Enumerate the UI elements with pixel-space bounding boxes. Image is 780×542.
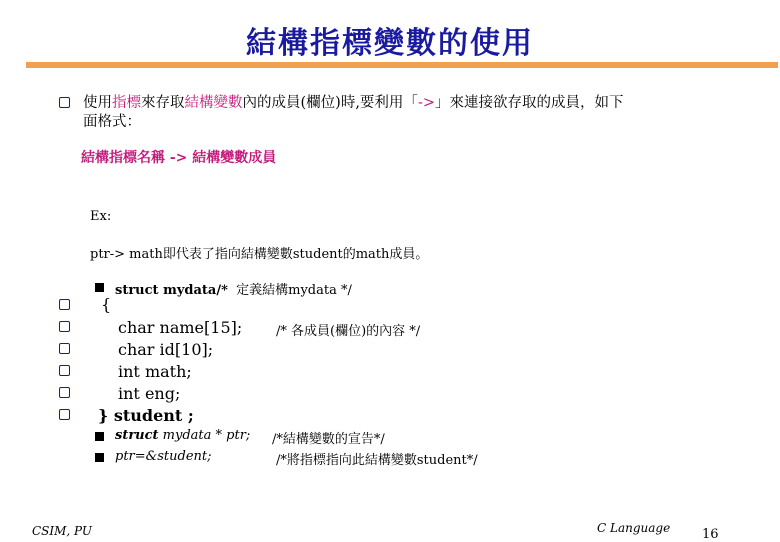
square-outline-bullet-icon [59,299,70,310]
square-outline-bullet-icon [59,343,70,354]
code-keyword: struct [115,428,159,443]
square-outline-bullet-icon [59,409,70,420]
square-outline-bullet-icon [59,387,70,398]
square-outline-bullet-icon [59,321,70,332]
code-line-name: char name[15]; [118,318,243,337]
footer-left: CSIM, PU [32,524,93,538]
code-comment: 定義結構mydata */ [236,283,352,298]
code-line-ptr-assign: ptr=&student; [115,449,212,464]
example-label: Ex: [90,209,112,224]
code-brace-open: { [101,295,112,314]
square-outline-bullet-icon [59,97,70,108]
square-filled-bullet-icon [95,453,104,462]
code-line-brace-close: } student ; [98,406,194,425]
intro-line-2: 面格式： [83,114,141,130]
page-number: 16 [702,527,719,542]
intro-line-1 [83,94,624,113]
intro-text: 內的成員(欄位)時,要利用「 [242,95,418,111]
square-filled-bullet-icon [95,283,104,292]
intro-highlight-struct-var: 結構變數 [184,95,243,111]
page-title: 結構指標變數的使用 [246,26,534,61]
code-line-ptr-decl [115,428,250,443]
title-divider [26,62,778,68]
intro-text: 來存取 [141,95,185,111]
code-line-struct-def [115,279,352,298]
code-text: struct mydata/* [115,283,228,298]
intro-highlight-pointer: 指標 [112,95,141,111]
intro-highlight-arrow: -> [417,95,435,111]
code-line-id: char id[10]; [118,340,214,359]
code-comment-members: /* 各成員(欄位)的內容 */ [276,324,421,339]
code-line-eng: int eng; [118,384,181,403]
code-comment-decl: /*結構變數的宣告*/ [272,432,385,447]
square-filled-bullet-icon [95,432,104,441]
intro-text: 」來連接欲存取的成員，如下 [435,95,624,111]
footer-course: C Language [597,521,671,535]
code-text: mydata * ptr; [158,428,251,443]
code-comment-assign: /*將指標指向此結構變數student*/ [276,453,478,468]
syntax-format: 結構指標名稱 -> 結構變數成員 [81,150,277,166]
code-line-math: int math; [118,362,192,381]
example-text: ptr-> math即代表了指向結構變數student的math成員。 [90,247,429,262]
square-outline-bullet-icon [59,365,70,376]
intro-text: 使用 [83,95,112,111]
